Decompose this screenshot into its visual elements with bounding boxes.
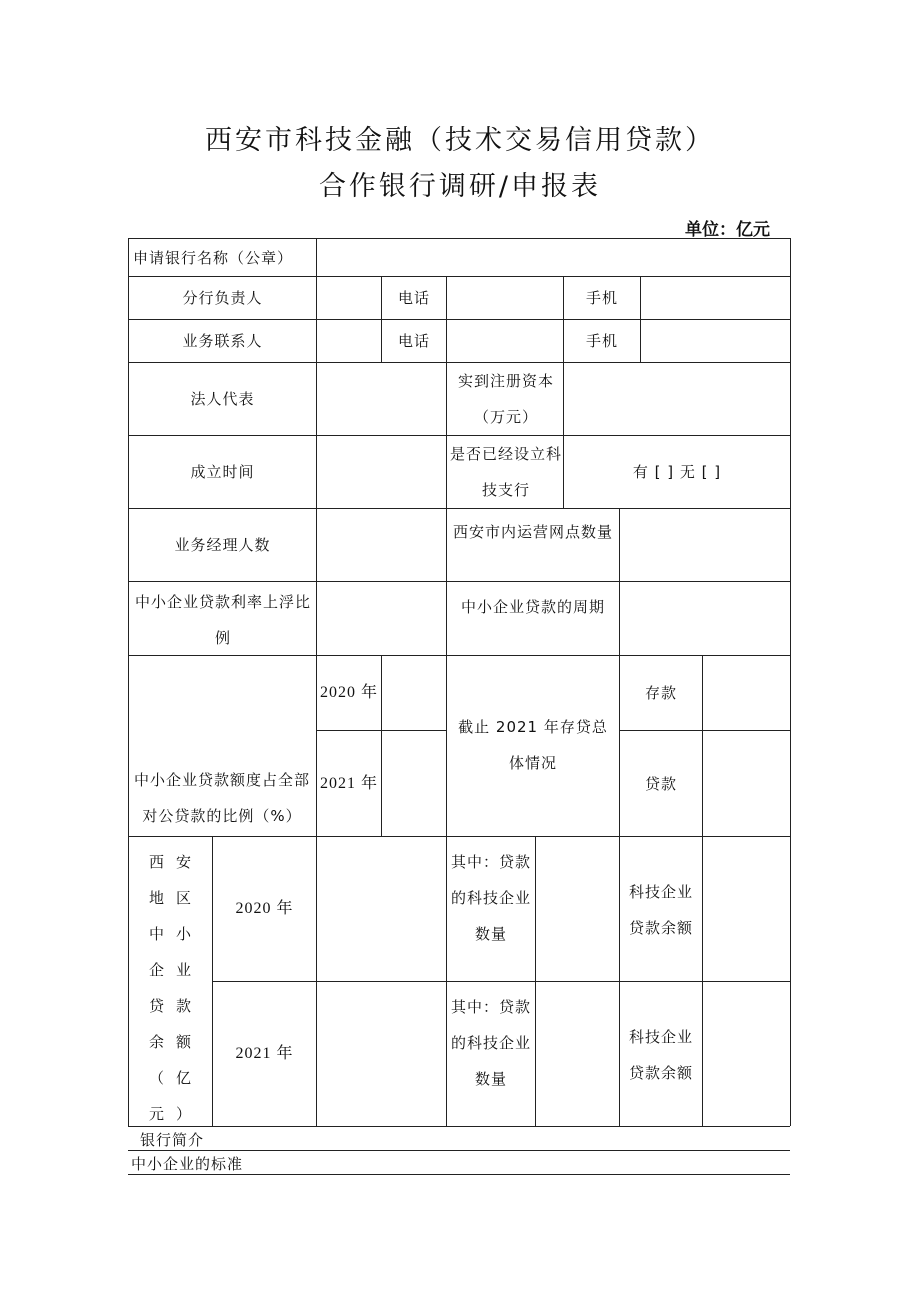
ratio-2020-field[interactable] bbox=[382, 656, 446, 730]
branch-head-phone-field[interactable] bbox=[447, 277, 563, 319]
title-line-2: 合作银行调研/申报表 bbox=[318, 171, 602, 202]
managers-field[interactable] bbox=[317, 509, 446, 581]
ratio-year-2021-label: 2021 年 bbox=[319, 774, 378, 792]
tech-branch-options[interactable]: 有 [ ] 无 [ ] bbox=[632, 463, 722, 481]
rate-float-field[interactable] bbox=[317, 582, 446, 655]
registered-capital-field[interactable] bbox=[564, 363, 790, 435]
legal-rep-label: 法人代表 bbox=[190, 390, 255, 408]
loan-field[interactable] bbox=[703, 731, 790, 836]
title-line-1: 西安市科技金融（技术交易信用贷款） bbox=[205, 125, 715, 156]
tech-count-2021-label: 其中：贷款的科技企业数量 bbox=[450, 998, 531, 1088]
outlets-field[interactable] bbox=[620, 509, 790, 581]
branch-head-field[interactable] bbox=[317, 277, 381, 319]
tech-balance-2021-field[interactable] bbox=[703, 982, 790, 1126]
tech-balance-2020-field[interactable] bbox=[703, 837, 790, 981]
contact-mobile-label: 手机 bbox=[585, 332, 618, 350]
bank-name-label: 申请银行名称（公章） bbox=[133, 248, 294, 267]
balance-year-2021-label: 2021 年 bbox=[235, 1045, 294, 1062]
tech-branch-label: 是否已经设立科技支行 bbox=[450, 445, 563, 499]
grid-line bbox=[790, 238, 791, 1126]
loan-ratio-label: 中小企业贷款额度占全部对公贷款的比例（%） bbox=[133, 771, 310, 825]
loan-label: 贷款 bbox=[644, 774, 677, 793]
bank-name-field[interactable] bbox=[317, 239, 790, 276]
unit-label: 单位：亿元 bbox=[685, 220, 770, 240]
contact-phone-field[interactable] bbox=[447, 320, 563, 362]
branch-head-mobile-label: 手机 bbox=[585, 289, 618, 307]
deposit-field[interactable] bbox=[703, 656, 790, 730]
contact-phone-label: 电话 bbox=[397, 332, 430, 350]
grid-line bbox=[446, 362, 447, 1126]
sme-standard-label: 中小企业的标准 bbox=[131, 1155, 244, 1173]
registered-capital-label: 实到注册资本（万元） bbox=[457, 372, 554, 426]
tech-count-2020-field[interactable] bbox=[536, 837, 619, 981]
tech-count-2021-field[interactable] bbox=[536, 982, 619, 1126]
branch-head-mobile-field[interactable] bbox=[641, 277, 790, 319]
tech-balance-2021-label: 科技企业贷款余额 bbox=[628, 1028, 693, 1082]
tech-balance-2020-label: 科技企业贷款余额 bbox=[628, 883, 693, 937]
footer-line bbox=[128, 1174, 790, 1175]
balance-2020-field[interactable] bbox=[317, 837, 446, 981]
bank-intro-label: 银行简介 bbox=[140, 1131, 205, 1149]
footer-line bbox=[128, 1150, 790, 1151]
outlets-label: 西安市内运营网点数量 bbox=[452, 523, 613, 541]
rate-float-label: 中小企业贷款利率上浮比例 bbox=[135, 593, 312, 647]
balance-year-2020-label: 2020 年 bbox=[235, 900, 294, 917]
tech-count-2020-label: 其中：贷款的科技企业数量 bbox=[450, 853, 531, 943]
founded-field[interactable] bbox=[317, 436, 446, 508]
contact-mobile-field[interactable] bbox=[641, 320, 790, 362]
managers-label: 业务经理人数 bbox=[174, 536, 271, 554]
xian-balance-label: 西安地区中小企业贷款余额（亿元） bbox=[148, 853, 203, 1123]
founded-label: 成立时间 bbox=[190, 463, 255, 481]
contact-label: 业务联系人 bbox=[182, 332, 263, 350]
loan-cycle-field[interactable] bbox=[620, 582, 790, 655]
loan-cycle-label: 中小企业贷款的周期 bbox=[460, 598, 605, 616]
balance-2021-field[interactable] bbox=[317, 982, 446, 1126]
branch-head-label: 分行负责人 bbox=[182, 289, 263, 307]
deposit-loan-total-label: 截止 2021 年存贷总体情况 bbox=[458, 718, 608, 772]
ratio-2021-field[interactable] bbox=[382, 731, 446, 836]
contact-field[interactable] bbox=[317, 320, 381, 362]
ratio-year-2020-label: 2020 年 bbox=[319, 684, 378, 701]
grid-line bbox=[128, 1126, 790, 1127]
legal-rep-field[interactable] bbox=[317, 363, 446, 435]
deposit-label: 存款 bbox=[644, 684, 677, 702]
branch-head-phone-label: 电话 bbox=[397, 289, 430, 307]
